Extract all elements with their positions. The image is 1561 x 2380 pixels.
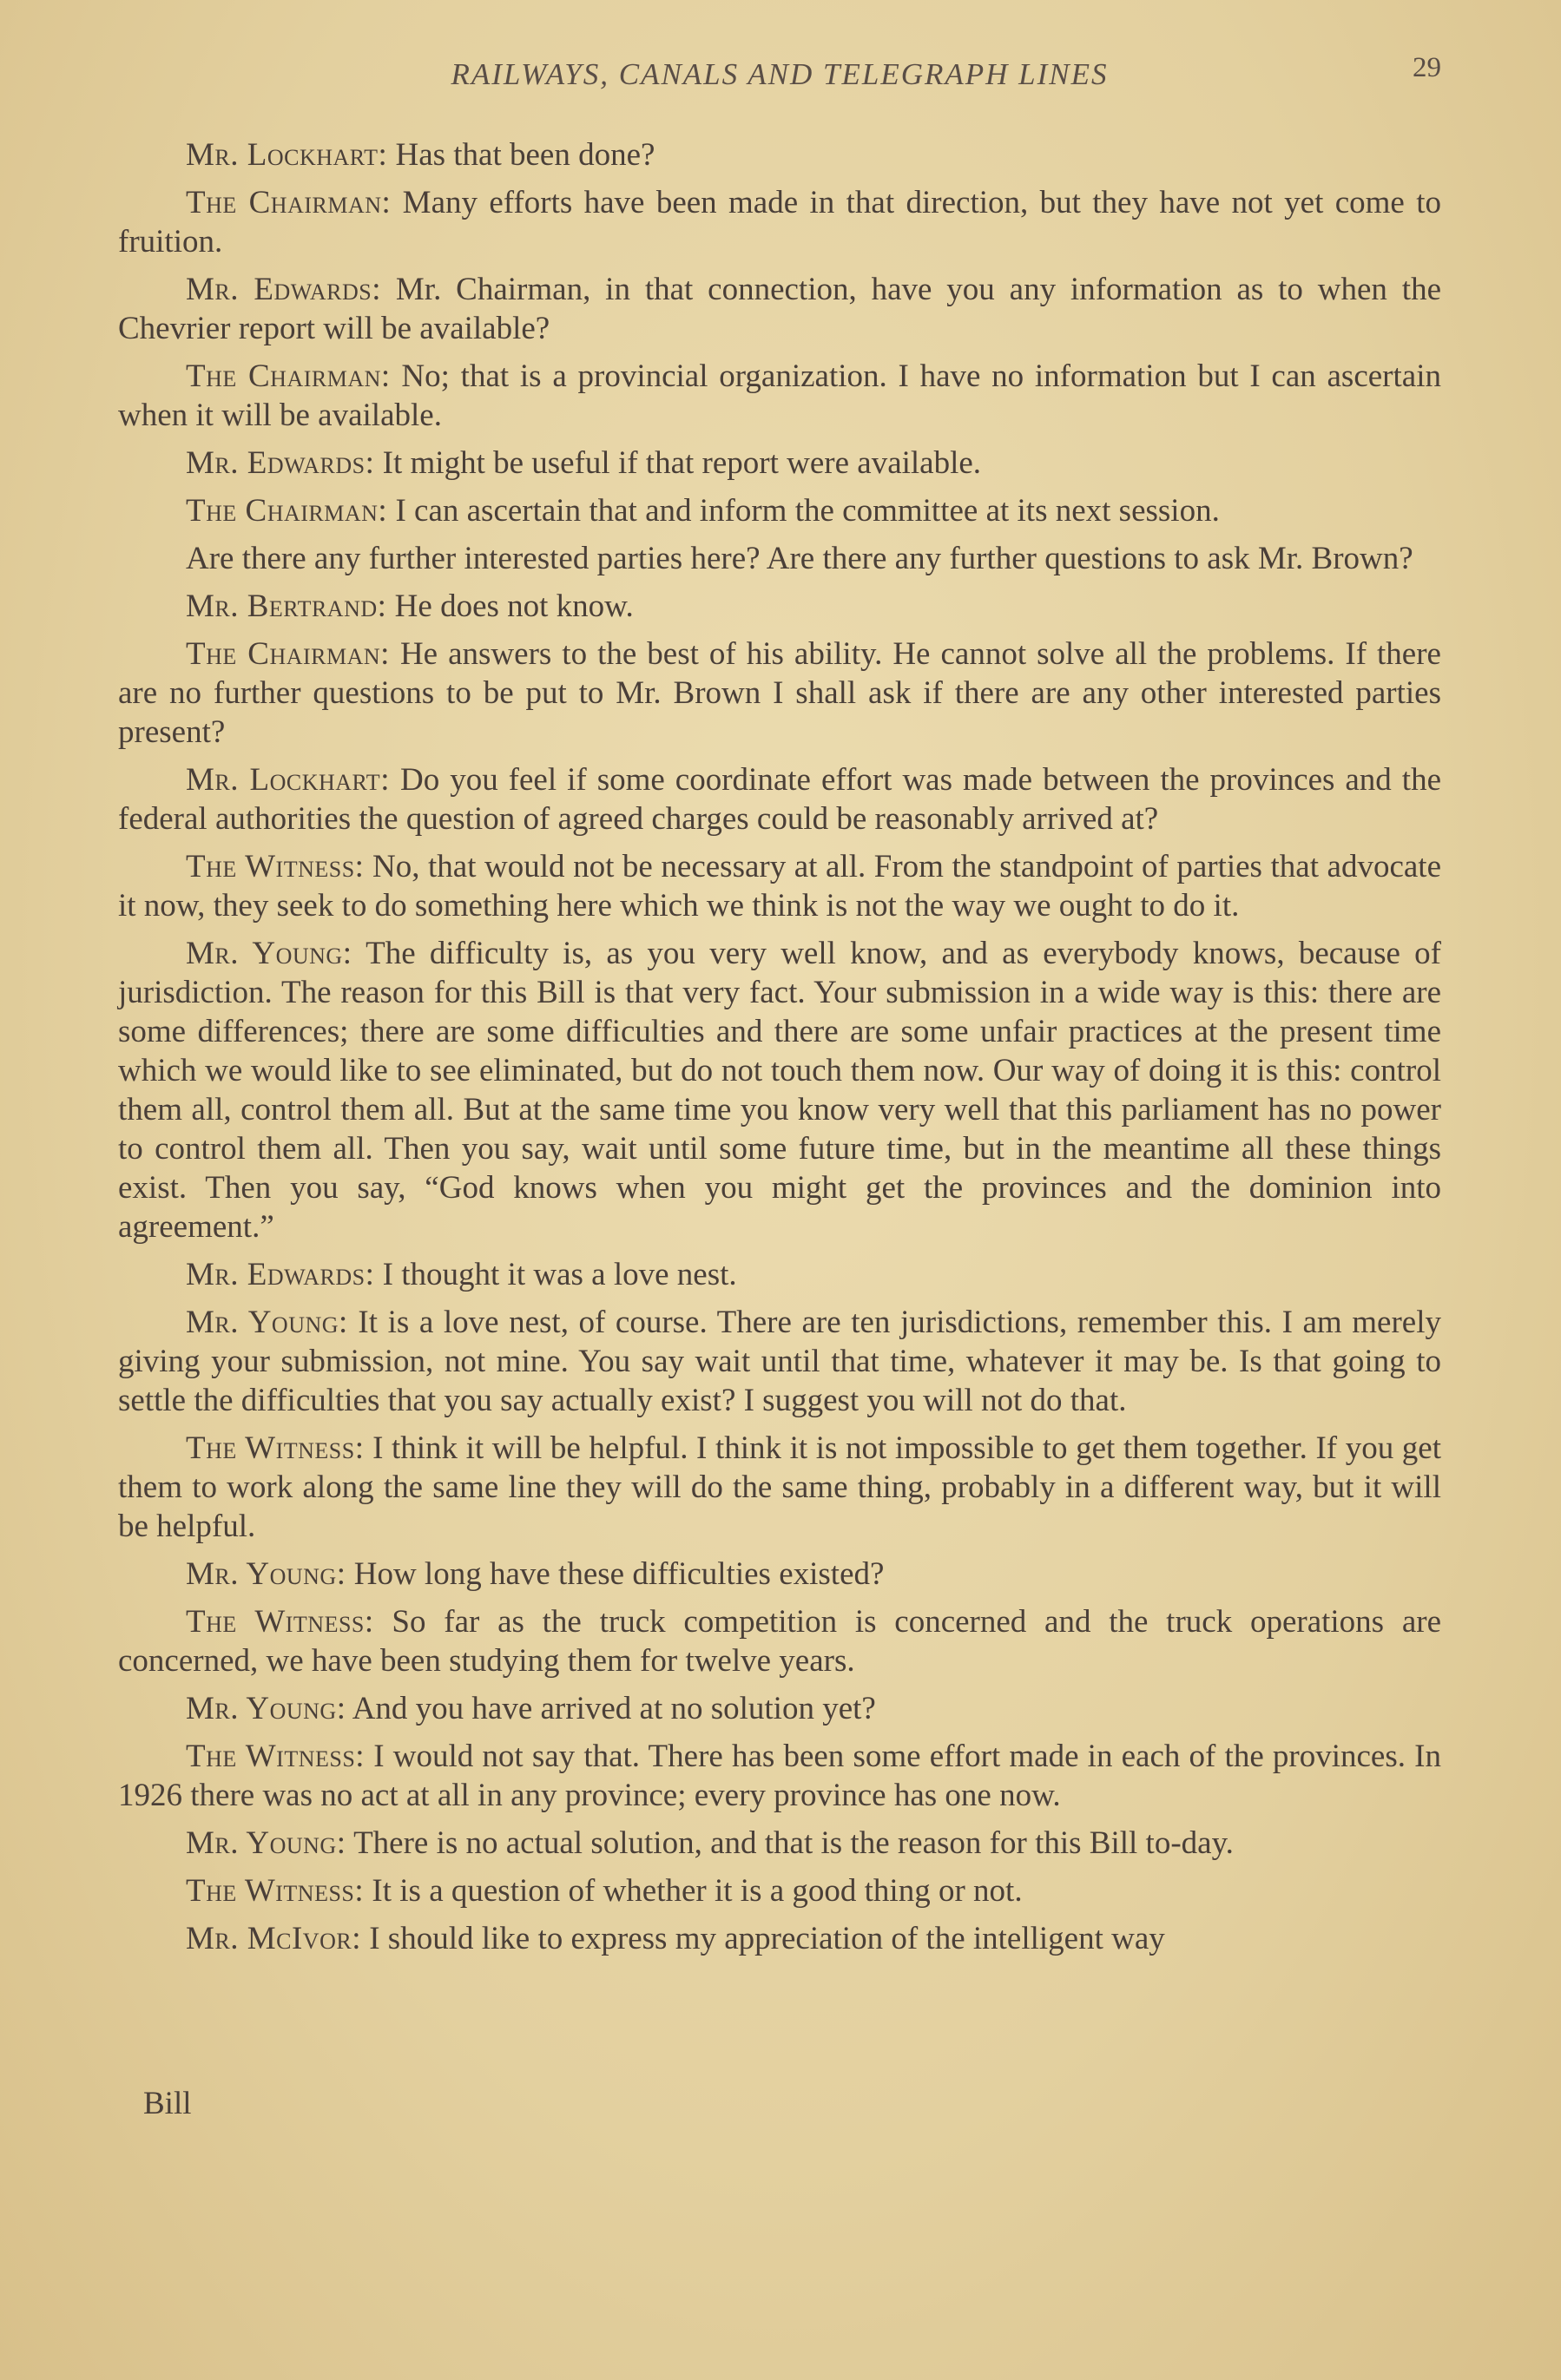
speaker-label: Mr. Lockhart: bbox=[186, 762, 390, 798]
speaker-label: The Witness: bbox=[186, 849, 365, 884]
paragraph bbox=[118, 491, 1441, 530]
speaker-label: Mr. Bertrand: bbox=[186, 588, 387, 624]
speaker-label: Mr. Edwards: bbox=[186, 272, 382, 307]
margin-note: Bill bbox=[143, 2086, 192, 2121]
paragraph-text: And you have arrived at no solution yet? bbox=[346, 1691, 876, 1726]
paragraph-text: No, that would not be necessary at all. From the standpoint of parties that advocate it now, they seek to do something here which we think is not the way we ought to do it. bbox=[118, 849, 1441, 924]
paragraph-text: I should like to express my appreciation of the intelligent way bbox=[360, 1921, 1165, 1956]
paragraph bbox=[118, 270, 1441, 348]
speaker-label: The Chairman: bbox=[186, 358, 391, 394]
speaker-label: Mr. Young: bbox=[186, 936, 352, 971]
paragraph-text: Has that been done? bbox=[387, 137, 655, 173]
speaker-label: Mr. McIvor: bbox=[186, 1921, 361, 1956]
paragraph bbox=[118, 634, 1441, 752]
paragraph-text: The difficulty is, as you very well know, and as everybody knows, because of jurisdiction. The reason for this Bill is that very fact. Your submission in a wide way is this: there are some differences; there are some difficulties and there are some unfair practices at the present time which we would like to see eliminated, but do not touch them now. Our way of doing it is this: control them all, control them all. But at the same time you know very well that this parliament has no power to control them all. Then you say, wait until some future time, but in the meantime all these things exist. Then you say, “God knows when you might get the provinces and the dominion into agreement.” bbox=[118, 936, 1441, 1245]
paragraph bbox=[118, 1555, 1441, 1594]
paragraph bbox=[118, 357, 1441, 435]
running-title: RAILWAYS, CANALS AND TELEGRAPH LINES bbox=[451, 57, 1109, 91]
paragraph bbox=[118, 1871, 1441, 1910]
speaker-label: Mr. Edwards: bbox=[186, 1257, 375, 1292]
paragraph bbox=[118, 1737, 1441, 1815]
speaker-label: The Witness: bbox=[186, 1604, 374, 1640]
paragraph bbox=[118, 135, 1441, 174]
paragraph bbox=[118, 1689, 1441, 1728]
speaker-label: The Witness: bbox=[186, 1873, 365, 1909]
paragraph-text: He does not know. bbox=[386, 588, 634, 624]
paragraph bbox=[118, 539, 1441, 578]
speaker-label: The Chairman: bbox=[186, 636, 390, 672]
paragraph-text: How long have these difficulties existed? bbox=[346, 1556, 885, 1592]
paragraph bbox=[118, 1255, 1441, 1294]
speaker-label: The Chairman: bbox=[186, 185, 392, 220]
speaker-label: Mr. Young: bbox=[186, 1556, 346, 1592]
speaker-label: The Witness: bbox=[186, 1430, 365, 1466]
paragraph-text: It might be useful if that report were available. bbox=[374, 445, 982, 481]
paragraph-text: There is no actual solution, and that is the reason for this Bill to-day. bbox=[346, 1825, 1234, 1861]
paragraph bbox=[118, 1824, 1441, 1863]
paragraph-text: It is a question of whether it is a good thing or not. bbox=[364, 1873, 1023, 1909]
running-head bbox=[118, 49, 1441, 101]
speaker-label: The Witness: bbox=[186, 1739, 366, 1774]
speaker-label: Mr. Lockhart: bbox=[186, 137, 388, 173]
paragraph bbox=[118, 1429, 1441, 1546]
paragraph bbox=[118, 1602, 1441, 1680]
paragraph bbox=[118, 444, 1441, 483]
paragraph bbox=[118, 1303, 1441, 1420]
page-number: 29 bbox=[1413, 52, 1441, 83]
paragraph-text: Do you feel if some coordinate effort was made between the provinces and the federal authorities the question of agreed charges could be reasonably arrived at? bbox=[118, 762, 1442, 837]
speaker-label: The Chairman: bbox=[186, 493, 388, 529]
paragraph-text: I can ascertain that and inform the committee at its next session. bbox=[387, 493, 1220, 529]
paragraph-text: I would not say that. There has been some effort made in each of the provinces. In 1926 there was no act at all in any province; every province has one now. bbox=[118, 1739, 1441, 1813]
speaker-label: Mr. Young: bbox=[186, 1691, 346, 1726]
paragraph-text: No; that is a provincial organization. I have no information but I can ascertain when it will be available. bbox=[118, 358, 1441, 433]
body-text bbox=[118, 135, 1441, 1958]
document-page bbox=[118, 49, 1441, 1967]
paragraph-text: Are there any further interested parties here? Are there any further questions to ask Mr. Brown? bbox=[186, 541, 1413, 576]
paragraph bbox=[118, 1919, 1441, 1958]
paragraph bbox=[118, 587, 1441, 626]
speaker-label: Mr. Young: bbox=[186, 1825, 346, 1861]
paragraph bbox=[118, 760, 1441, 838]
paragraph-text: So far as the truck competition is concerned and the truck operations are concerned, we have been studying them for twelve years. bbox=[118, 1604, 1441, 1679]
paragraph-text: He answers to the best of his ability. He cannot solve all the problems. If there are no further questions to be put to Mr. Brown I shall ask if there are any other interested parties present? bbox=[118, 636, 1441, 750]
paragraph bbox=[118, 847, 1441, 925]
speaker-label: Mr. Young: bbox=[186, 1305, 348, 1340]
paragraph-text: I thought it was a love nest. bbox=[374, 1257, 737, 1292]
paragraph-text: Mr. Chairman, in that connection, have you any information as to when the Chevrier report will be available? bbox=[118, 272, 1441, 346]
paragraph-text: It is a love nest, of course. There are ten jurisdictions, remember this. I am merely giving your submission, not mine. You say wait until that time, whatever it may be. Is that going to settle the difficulties that you say actually exist? I suggest you will not do that. bbox=[118, 1305, 1441, 1418]
paragraph bbox=[118, 934, 1441, 1246]
speaker-label: Mr. Edwards: bbox=[186, 445, 375, 481]
paragraph-text: Many efforts have been made in that direction, but they have not yet come to fruition. bbox=[118, 185, 1441, 260]
paragraph bbox=[118, 183, 1441, 261]
paragraph-text: I think it will be helpful. I think it is not impossible to get them together. If you get them to work along the same line they will do the same thing, probably in a different way, but it will be helpful. bbox=[118, 1430, 1441, 1544]
